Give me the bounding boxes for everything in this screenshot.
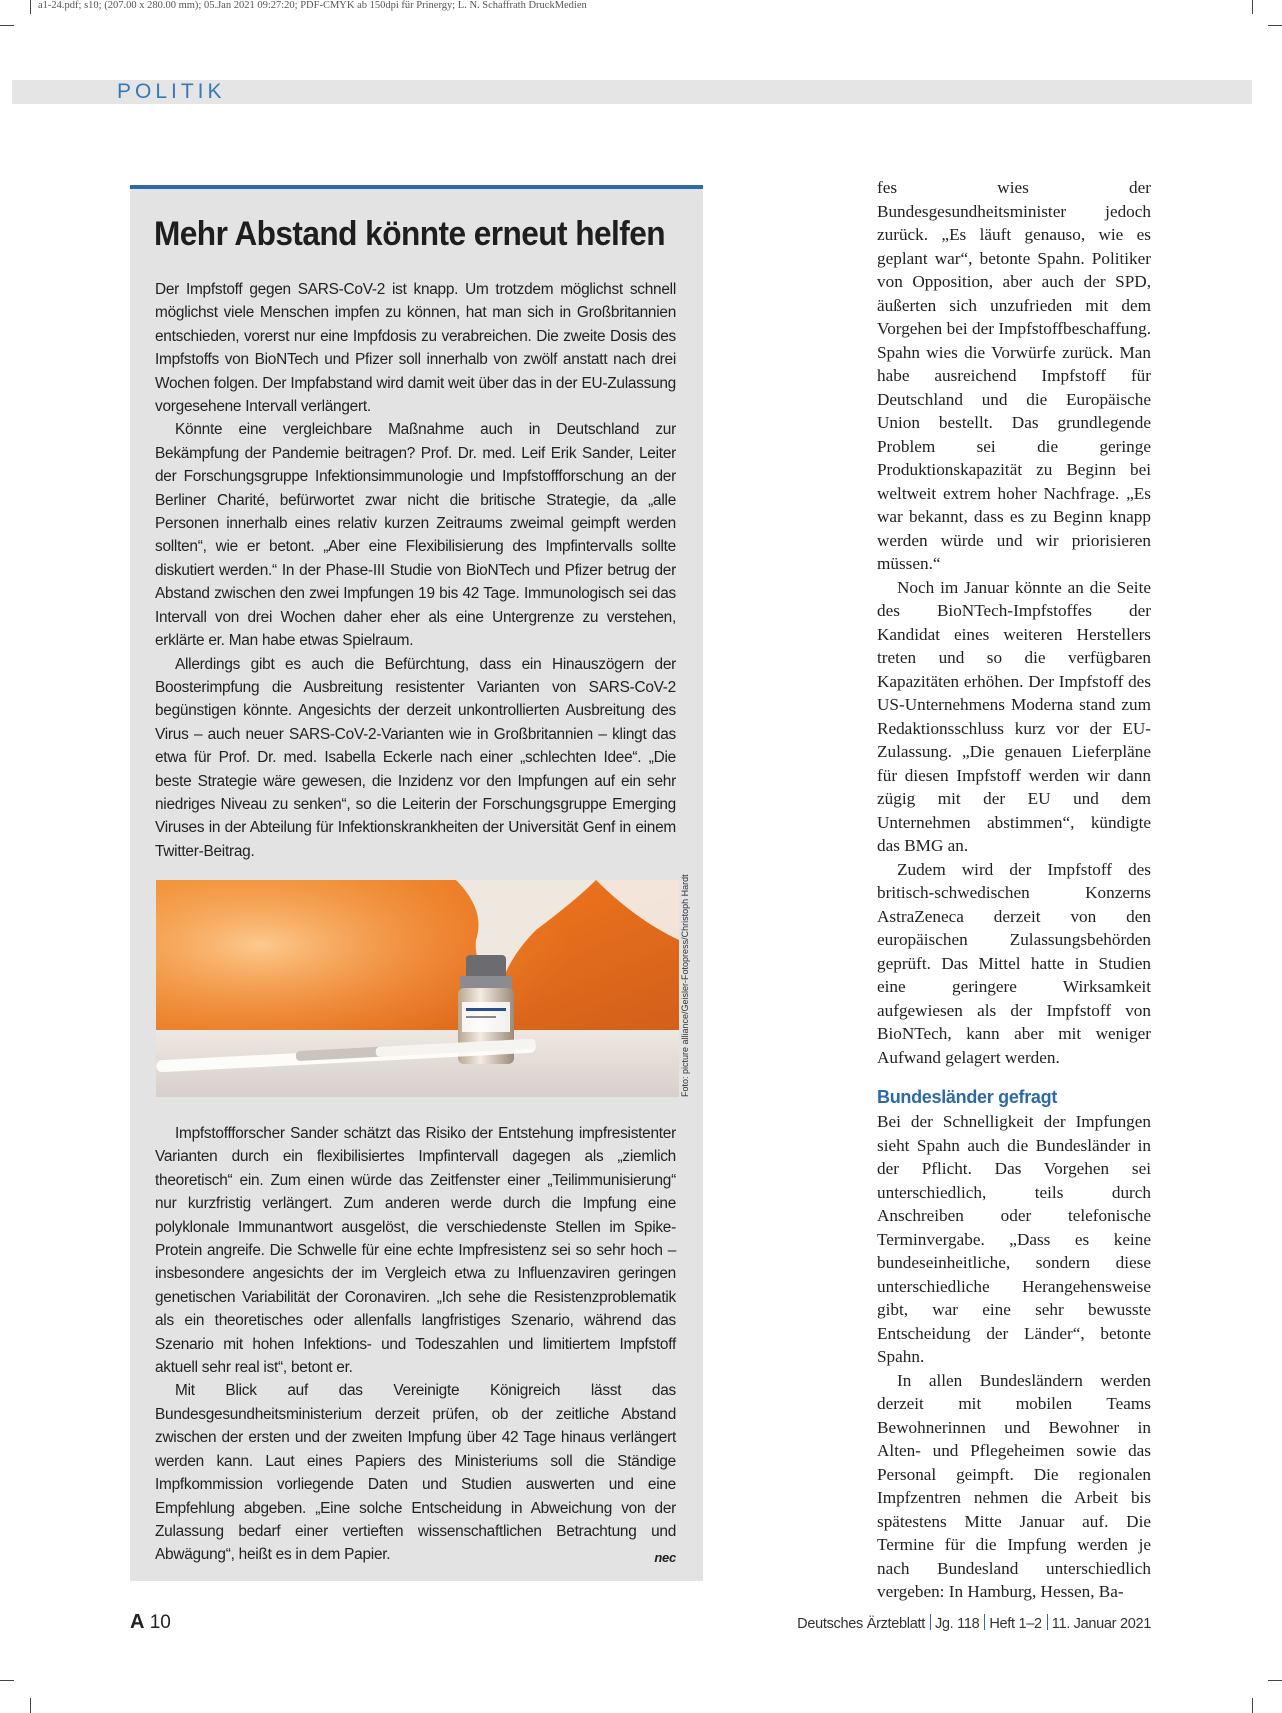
crop-mark (1252, 1698, 1253, 1713)
vaccine-vial-photo (156, 880, 679, 1097)
box-paragraph: Impfstoffforscher Sander schätzt das Risiko der Entstehung impfresistenter Varianten durch ein flexibilisiertes Impfintervall dagegen als „ziemlich theoretisch“ ein. Zum einen würde das Zeitfenster einer „Teilimmunisierung“ nur kurzfristig verlängert. Zum anderen werde durch die Impfung eine polyklonale Immunantwort ausgelöst, die verschiedenste Stellen im Spike-Protein angreife. Die Schwelle für eine echte Impfresistenz sei so sehr hoch – insbesondere angesichts der im Vergleich etwa zu Influenzaviren geringen genetischen Variabilität der Coronaviren. „Ich sehe die Resistenzproblematik als ein theoretisches oder allenfalls langfristiges Szenario, während das Szenario mit hohen Infektions- und Todeszahlen und limitiertem Impfstoff aktuell sehr real ist“, betont er. (155, 1125, 676, 1377)
article-paragraph: Zudem wird der Impfstoff des britisch-schwedischen Konzerns AstraZeneca derzeit von den europäischen Zulassungsbehörden geprüft. Das Mittel hatte in Studien eine geringere Wirksamkeit aufgewiesen als der Impfstoff von BioNTech, kann aber mit weniger Aufwand gelagert werden. (877, 859, 1151, 1067)
article-column (877, 176, 1151, 1604)
box-text-top (155, 278, 676, 863)
article-paragraph: In allen Bundesländern werden derzeit mit mobilen Teams Bewohnerinnen und Bewohner in Alten- und Pflegeheimen sowie das Personal geimpft. Die regionalen Impfzentren nehmen die Arbeit bis spätestens Mitte Januar auf. Die Termine für die Impfung werden je nach Bundesland unterschiedlich vergeben: In Hamburg, Hessen, Ba- (877, 1370, 1151, 1601)
journal-volume: Jg. 118 (934, 1616, 980, 1632)
article-paragraph: Noch im Januar könnte an die Seite des BioNTech-Impfstoffes der Kandidat eines weiteren Herstellers treten und so die verfügbaren Kapazitäten erhöhen. Der Impfstoff des US-Unternehmens Moderna stand zum Redaktionsschluss kurz vor der EU-Zulassung. „Die genauen Lieferpläne für diesen Impfstoff werden wir dann zügig mit der EU und dem Unternehmen abstimmen“, kündigte das BMG an. (877, 577, 1151, 855)
article-paragraph: fes wies der Bundesgesundheitsminister jedoch zurück. „Es läuft genauso, wie es geplant war“, betonte Spahn. Politiker von Opposition, aber auch der SPD, äußerten sich unzufrieden mit dem Vorgehen bei der Impfstoffbeschaffung. Spahn wies die Vorwürfe zurück. Man habe ausreichend Impfstoff für Deutschland und die Europäische Union bestellt. Das grundlegende Problem sei die geringe Produktionskapazität zu Beginn bei weltweit extrem hoher Nachfrage. „Es war bekannt, dass es zu Beginn knapp werden würde und wir priorisieren müssen.“ (877, 178, 1151, 573)
crop-mark (1268, 1680, 1282, 1681)
journal-info (0, 1614, 1151, 1634)
journal-date: 11. Januar 2021 (1051, 1616, 1151, 1632)
journal-issue: Heft 1–2 (989, 1616, 1042, 1632)
article-subheading: Bundesländer gefragt (877, 1087, 1058, 1107)
section-label: POLITIK (117, 80, 226, 103)
box-paragraph (155, 1379, 676, 1566)
journal-name: Deutsches Ärzteblatt (797, 1616, 925, 1632)
separator (930, 1614, 931, 1630)
author-signature: nec (654, 1550, 676, 1566)
crop-mark (30, 1698, 31, 1713)
box-paragraph-text: Mit Blick auf das Vereinigte Königreich lässt das Bundesgesundheitsministerium derzeit prüfen, ob der zeitliche Abstand zwischen der ersten und der zweiten Impfung über 42 Tage hinaus verlängert werden kann. Laut eines Papiers des Ministeriums soll die Ständige Impfkommission vorliegende Daten und Studien auswerten und eine Empfehlung abgeben. „Eine solche Entscheidung in Abweichung von der Zulassung bedarf einer vertieften wissenschaftlichen Betrachtung und Abwägung“, heißt es in dem Papier. (155, 1382, 676, 1564)
page-letter: A (130, 1611, 145, 1633)
crop-mark (30, 0, 31, 14)
box-title: Mehr Abstand könnte erneut helfen (154, 215, 665, 253)
photo-credit: Foto: picture alliance/Geisler-Fotopress/Christoph Hardt (680, 874, 690, 1097)
separator (1047, 1614, 1048, 1630)
crop-mark (0, 1680, 14, 1681)
crop-mark (1268, 25, 1282, 26)
print-info: a1-24.pdf; s10; (207.00 x 280.00 mm); 05.Jan 2021 09:27:20; PDF-CMYK ab 150dpi für Prinergy; L. N. Schaffrath DruckMedien (38, 0, 587, 11)
separator (984, 1614, 985, 1630)
crop-mark (1252, 0, 1253, 14)
box-text-bottom (155, 1122, 676, 1570)
article-paragraph: Bei der Schnelligkeit der Impfungen sieht Spahn auch die Bundesländer in der Pflicht. Das Vorgehen sei unterschiedlich, teils durch Anschreiben oder telefonische Terminvergabe. „Dass es keine bundeseinheitliche, sondern diese unterschiedliche Herangehensweise gibt, war eine sehr bewusste Entscheidung der Länder“, betonte Spahn. (877, 1112, 1151, 1366)
crop-mark (0, 25, 14, 26)
box-paragraph: Der Impfstoff gegen SARS-CoV-2 ist knapp. Um trotzdem möglichst schnell möglichst viele Menschen impfen zu können, hat man sich in Großbritannien entschieden, vorerst nur eine Impfdosis zu verabreichen. Die zweite Dosis des Impfstoffs von BioNTech und Pfizer soll innerhalb von zwölf anstatt nach drei Wochen folgen. Der Impfabstand wird damit weit über das in der EU-Zulassung vorgesehene Intervall verlängert. (155, 281, 676, 416)
page-number-value: 10 (149, 1612, 171, 1633)
box-paragraph: Allerdings gibt es auch die Befürchtung, dass ein Hinauszögern der Boosterimpfung die Ausbreitung resistenter Varianten von SARS-CoV-2 begünstigen könnte. Angesichts der derzeit unkontrollierten Ausbreitung des Virus – auch neuer SARS-CoV-2-Varianten wie in Großbritannien – klingt das etwa für Prof. Dr. med. Isabella Eckerle nach einer „schlechten Idee“. „Die beste Strategie wäre gewesen, die Inzidenz vor den Impfungen auf ein sehr niedriges Niveau zu senken“, so die Leiterin der Forschungsgruppe Emerging Viruses in der Abteilung für Infektionskrankheiten der Universität Genf in einem Twitter-Beitrag. (155, 655, 676, 860)
box-paragraph: Könnte eine vergleichbare Maßnahme auch in Deutschland zur Bekämpfung der Pandemie beitragen? Prof. Dr. med. Leif Erik Sander, Leiter der Forschungsgruppe Infektionsimmunologie und Impfstoffforschung an der Berliner Charité, befürwortet zwar nicht die britische Strategie, da „alle Personen innerhalb eines relativ kurzen Zeitraums zweimal geimpft werden sollten“, wie er betont. „Aber eine Flexibilisierung des Impfintervalls sollte diskutiert werden.“ In der Phase-III Studie von BioNTech und Pfizer betrug der Abstand zwischen den zwei Impfungen 19 bis 42 Tage. Immunologisch sei das Intervall von drei Wochen daher eher als eine Untergrenze zu verstehen, erklärte er. Man habe etwas Spielraum. (155, 421, 676, 650)
